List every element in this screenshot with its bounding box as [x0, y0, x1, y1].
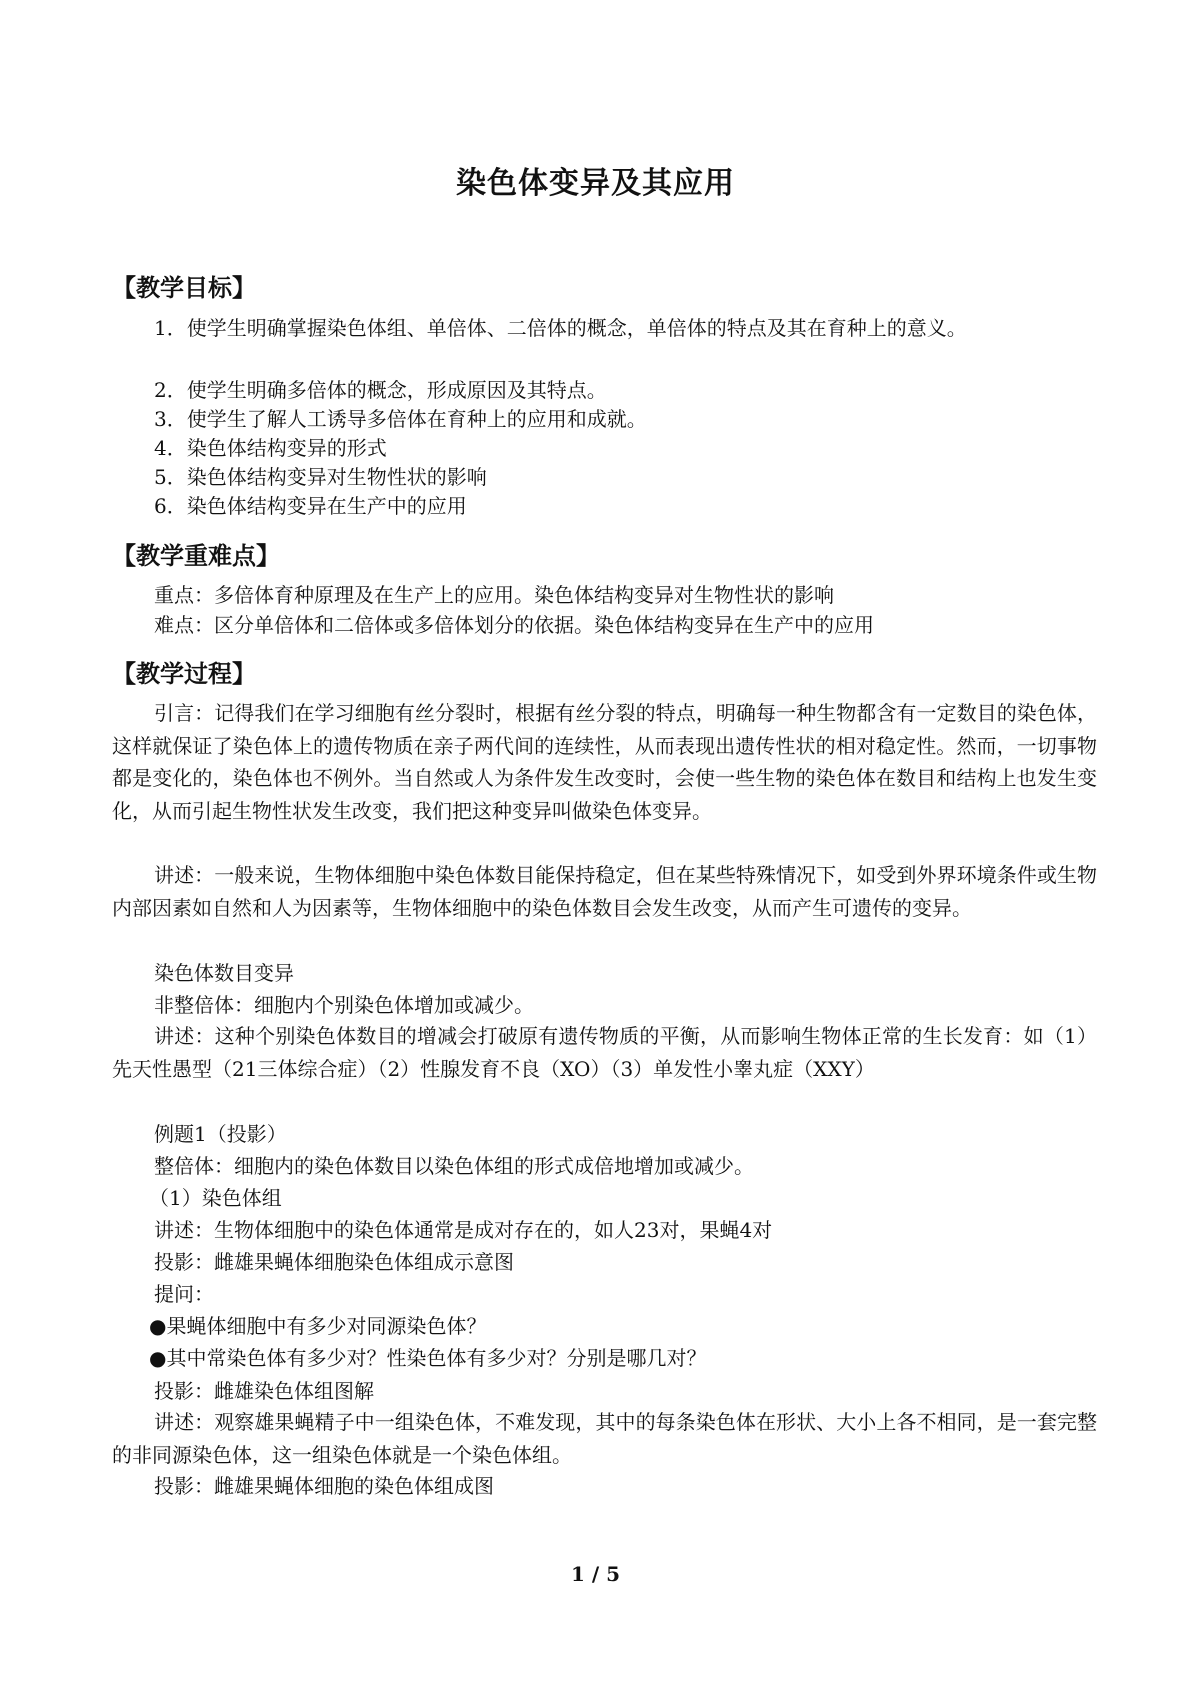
- process-line: 投影：雌雄染色体组图解: [154, 1379, 374, 1403]
- process-paragraph-intro: 引言：记得我们在学习细胞有丝分裂时，根据有丝分裂的特点，明确每一种生物都含有一定数目的染色体，这样就保证了染色体上的遗传物质在亲子两代间的连续性，从而表现出遗传性状的相对稳定性。然而，一切事物都是变化的，染色体也不例外。当自然或人为条件发生改变时，会使一些生物的染色体在数目和结构上也发生变化，从而引起生物性状发生改变，我们把这种变异叫做染色体变异。: [112, 701, 1097, 823]
- objective-item: 1．使学生明确掌握染色体组、单倍体、二倍体的概念，单倍体的特点及其在育种上的意义。: [154, 316, 967, 340]
- process-paragraph: 讲述：观察雄果蝇精子中一组染色体，不难发现，其中的每条染色体在形状、大小上各不相同，是一套完整的非同源染色体，这一组染色体就是一个染色体组。: [112, 1410, 1097, 1467]
- bullet-question: ●果蝇体细胞中有多少对同源染色体？: [149, 1314, 487, 1338]
- section-heading-key-points: 【教学重难点】: [112, 542, 280, 570]
- objective-item: 6．染色体结构变异在生产中的应用: [154, 494, 467, 518]
- process-line: 讲述：生物体细胞中的染色体通常是成对存在的，如人23对，果蝇4对: [154, 1218, 773, 1242]
- objective-item: 5．染色体结构变异对生物性状的影响: [154, 465, 487, 489]
- section-heading-process: 【教学过程】: [112, 660, 256, 688]
- section-heading-objectives: 【教学目标】: [112, 274, 256, 302]
- bullet-question: ●其中常染色体有多少对？性染色体有多少对？分别是哪几对？: [149, 1346, 707, 1370]
- process-line: 投影：雌雄果蝇体细胞染色体组成示意图: [154, 1250, 514, 1274]
- key-point-item: 重点：多倍体育种原理及在生产上的应用。染色体结构变异对生物性状的影响: [154, 583, 834, 607]
- process-line: 整倍体：细胞内的染色体数目以染色体组的形式成倍地增加或减少。: [154, 1154, 754, 1178]
- page-number: 1 / 5: [570, 1562, 621, 1586]
- process-paragraph: 讲述：一般来说，生物体细胞中染色体数目能保持稳定，但在某些特殊情况下，如受到外界环境条件或生物内部因素如自然和人为因素等，生物体细胞中的染色体数目会发生改变，从而产生可遗传的变异。: [112, 863, 1097, 920]
- process-line: （1）染色体组: [149, 1186, 282, 1210]
- objective-item: 2．使学生明确多倍体的概念，形成原因及其特点。: [154, 378, 607, 402]
- key-point-item: 难点：区分单倍体和二倍体或多倍体划分的依据。染色体结构变异在生产中的应用: [154, 613, 874, 637]
- process-line: 非整倍体：细胞内个别染色体增加或减少。: [154, 993, 534, 1017]
- objective-item: 3．使学生了解人工诱导多倍体在育种上的应用和成就。: [154, 407, 647, 431]
- process-line: 染色体数目变异: [154, 961, 294, 985]
- process-paragraph: 讲述：这种个别染色体数目的增减会打破原有遗传物质的平衡，从而影响生物体正常的生长发育：如（1）先天性愚型（21三体综合症）（2）性腺发育不良（XO）（3）单发性小睾丸症（XXY）: [112, 1024, 1097, 1081]
- process-line: 提问：: [154, 1282, 214, 1306]
- document-title: 染色体变异及其应用: [456, 166, 735, 201]
- objective-item: 4．染色体结构变异的形式: [154, 436, 387, 460]
- process-line: 投影：雌雄果蝇体细胞的染色体组成图: [154, 1474, 494, 1498]
- process-line: 例题1（投影）: [154, 1122, 287, 1146]
